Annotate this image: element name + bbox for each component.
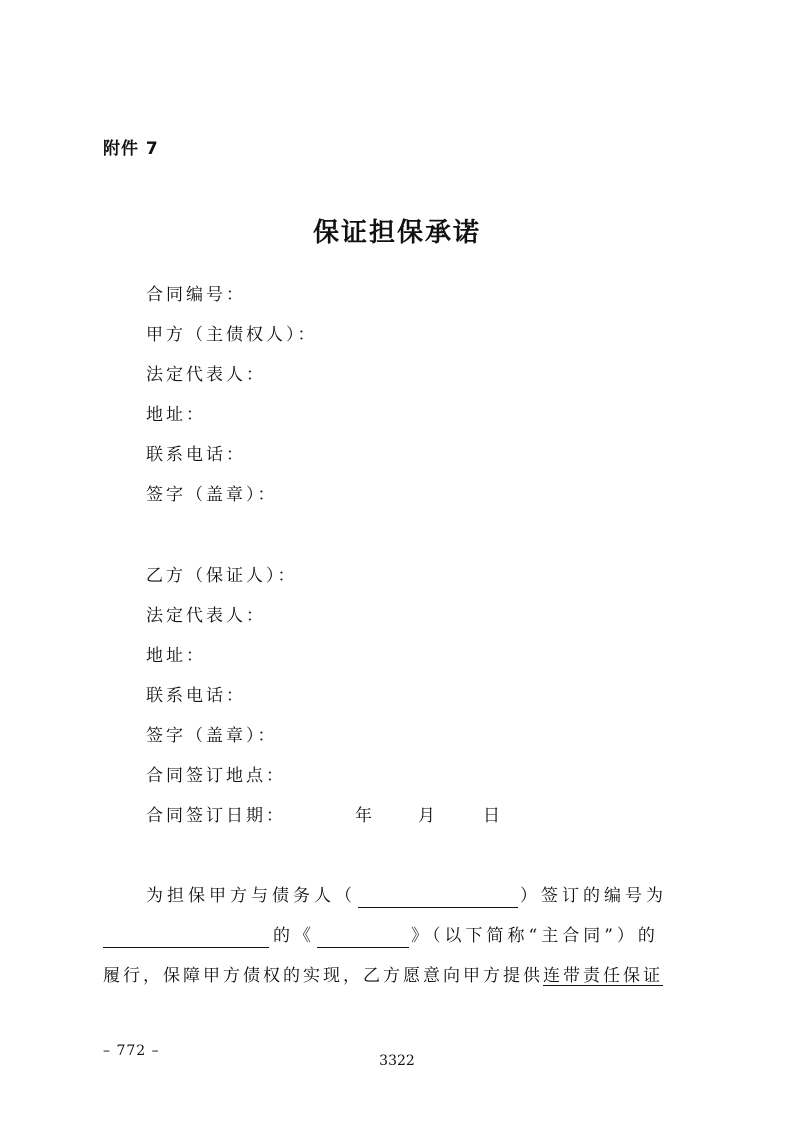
body-line-1-end: ）签订的编号为 xyxy=(520,886,667,906)
contract-number-blank xyxy=(103,929,269,948)
party-a-signature-label: 签字（盖章）： xyxy=(146,485,278,505)
body-line-3-start: 履行，保障甲方债权的实现，乙方愿意向甲方提供 xyxy=(103,966,543,986)
party-a-label: 甲方（主债权人）： xyxy=(146,325,318,345)
party-b-legal-rep-label: 法定代表人： xyxy=(146,606,266,626)
contract-place-label: 合同签订地点： xyxy=(146,766,286,786)
document-title: 保证担保承诺 xyxy=(312,218,481,248)
attachment-label: 附件 7 xyxy=(103,139,159,159)
footer-number: 3322 xyxy=(379,1053,415,1069)
party-a-address-label: 地址： xyxy=(146,405,206,425)
date-year-label: 年 xyxy=(355,806,372,826)
body-line-2 xyxy=(103,924,691,948)
page-number: – 772 – xyxy=(103,1043,160,1059)
guarantee-type-text: 连带责任保证 xyxy=(543,966,663,986)
party-a-phone-label: 联系电话： xyxy=(146,445,246,465)
body-line-1-start: 为担保甲方与债务人（ xyxy=(146,886,356,906)
date-month-label: 月 xyxy=(418,806,435,826)
body-line-2-mid: 的《 xyxy=(273,926,315,946)
contract-name-blank xyxy=(317,929,409,948)
body-line-3 xyxy=(103,964,691,988)
party-b-signature-label: 签字（盖章）： xyxy=(146,726,278,746)
party-a-legal-rep-label: 法定代表人： xyxy=(146,365,266,385)
body-line-2-end: 》（以下简称“主合同”）的 xyxy=(411,926,659,946)
party-b-address-label: 地址： xyxy=(146,646,206,666)
party-b-label: 乙方（保证人）： xyxy=(146,566,298,586)
date-day-label: 日 xyxy=(483,806,500,826)
party-b-phone-label: 联系电话： xyxy=(146,686,246,706)
contract-date-label: 合同签订日期： xyxy=(146,806,286,826)
body-line-1 xyxy=(103,884,691,908)
contract-number-label: 合同编号： xyxy=(146,285,246,305)
debtor-blank xyxy=(358,889,518,908)
